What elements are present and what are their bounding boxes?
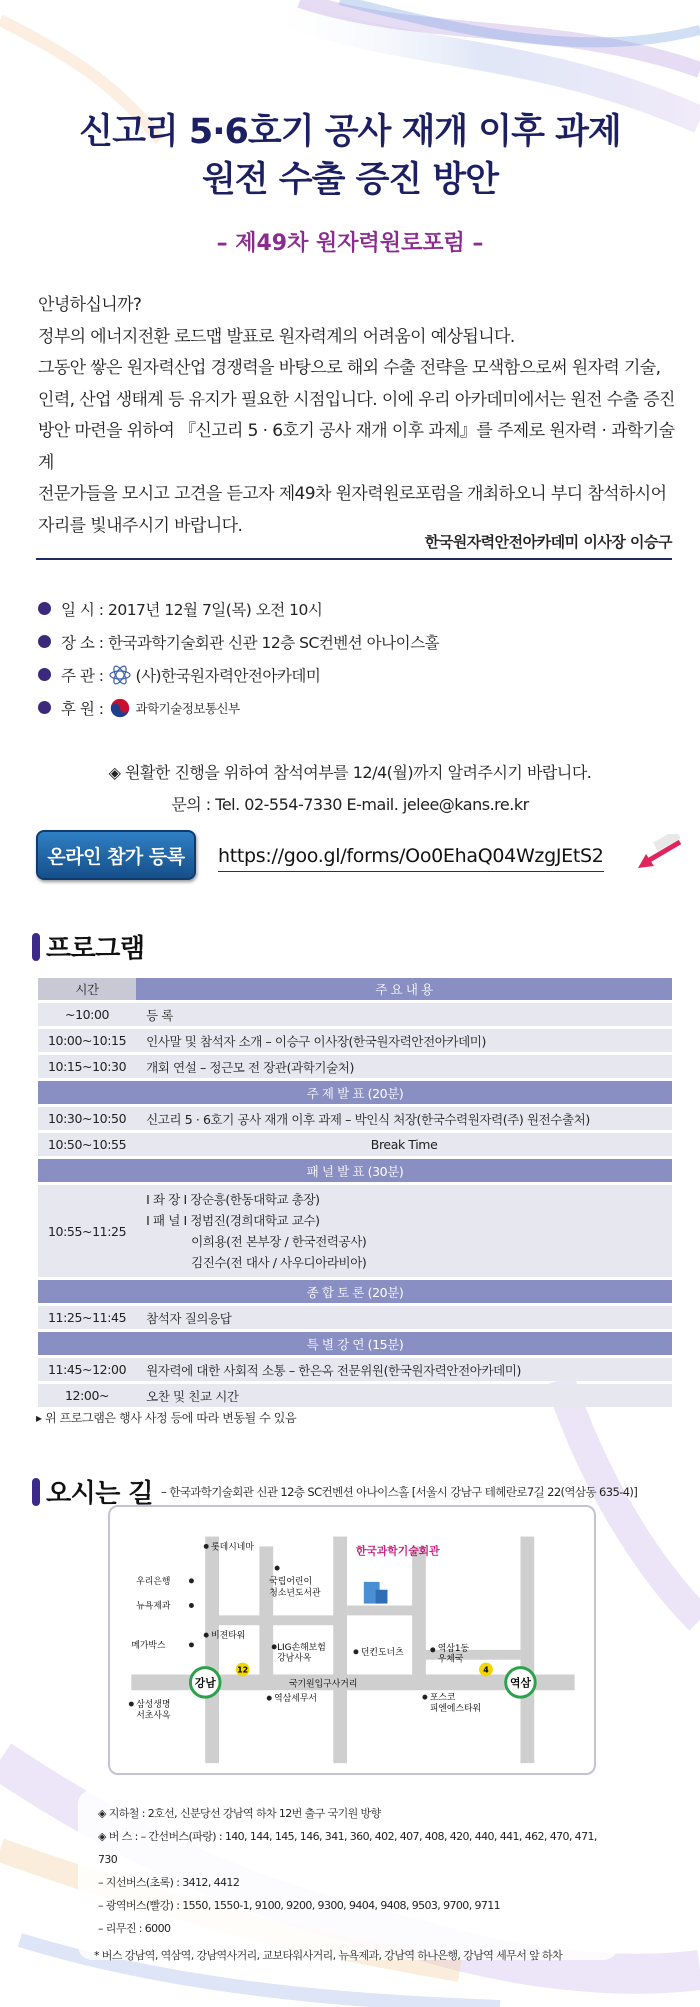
rsvp-deadline: ◈ 원활한 진행을 위하여 참석여부를 12/4(월)까지 알려주시기 바랍니다. xyxy=(108,763,592,782)
transit-subway: ◈ 지하철 : 2호선, 신분당선 강남역 하차 12번 출구 국기원 방향 xyxy=(98,1807,381,1820)
intro-line: 전문가들을 모시고 고견을 듣고자 제49차 원자력원로포럼을 개최하오니 부디 참석하시어 xyxy=(38,484,667,504)
event-info xyxy=(38,592,678,724)
svg-text:던킨도너츠: 던킨도너츠 xyxy=(360,1647,404,1658)
table-row: 11:45~12:00 원자력에 대한 사회적 소통 – 한은옥 전문위원(한국원자력안전아카데미) xyxy=(38,1358,672,1381)
map-venue-label: 한국과학기술회관 xyxy=(355,1544,440,1558)
program-note: ▸ 위 프로그램은 행사 사정 등에 따라 변동될 수 있음 xyxy=(36,1411,297,1425)
bullet-icon xyxy=(38,602,51,615)
table-row: 10:30~10:50 신고리 5 · 6호기 공사 재개 이후 과제 – 박인식 처장(한국수력원자력(주) 원전수출처) xyxy=(38,1107,672,1130)
transit-bus-red: – 광역버스(빨강) : 1550, 1550-1, 9100, 9200, 9300, 9404, 9408, 9503, 9700, 9711 xyxy=(98,1899,501,1912)
section-row: 패 널 발 표 (30분) xyxy=(38,1159,672,1182)
road xyxy=(205,1537,219,1764)
page-subtitle: – 제49차 원자력원로포럼 – xyxy=(216,231,484,256)
table-row: 12:00~ 오찬 및 친교 시간 xyxy=(38,1384,672,1407)
transit-info xyxy=(78,1790,618,1960)
heading-bar xyxy=(32,933,40,961)
svg-text:피엔에스타워: 피엔에스타워 xyxy=(429,1703,482,1714)
svg-text:국립어린이: 국립어린이 xyxy=(269,1576,313,1587)
col-content: 주 요 내 용 xyxy=(136,978,672,1000)
svg-text:LIG손해보험: LIG손해보험 xyxy=(277,1642,326,1653)
transit-bus-limousine: – 리무진 : 6000 xyxy=(98,1922,171,1935)
intro-paragraph xyxy=(38,290,678,542)
contact-info: 문의 : Tel. 02-554-7330 E-mail. jelee@kans.re.kr xyxy=(171,795,529,814)
title-line-2: 원전 수출 증진 방안 xyxy=(201,160,499,200)
yeoksam-station-label: 역삼 xyxy=(510,1676,531,1690)
svg-text:우리은행: 우리은행 xyxy=(136,1576,171,1587)
directions-heading: 오시는 길 – 한국과학기술회관 신관 12층 SC컨벤션 아나이스홀 [서울시 강남구 테헤란로7길 22(역삼동 635-4)] xyxy=(32,1473,637,1510)
svg-text:서초사옥: 서초사옥 xyxy=(136,1710,171,1721)
col-time: 시간 xyxy=(38,978,136,1000)
info-place: 장 소 : 한국과학기술회관 신관 12층 SC컨벤션 아나이스홀 xyxy=(38,625,678,658)
road xyxy=(259,1546,273,1674)
table-row: ~10:00 등 록 xyxy=(38,1003,672,1026)
intro-line: 그동안 쌓은 원자력산업 경쟁력을 바탕으로 해외 수출 전략을 모색함으로써 원자력 기술, xyxy=(38,358,661,378)
online-register-button[interactable]: 온라인 참가 등록 xyxy=(36,830,196,880)
svg-text:역삼1동: 역삼1동 xyxy=(437,1643,470,1654)
table-row: 10:00~10:15 인사말 및 참석자 소개 – 이승구 이사장(한국원자력안전아카데미) xyxy=(38,1029,672,1052)
register-url-link[interactable]: https://goo.gl/forms/Oo0EhaQ04WzgJEtS2 xyxy=(218,845,604,872)
intro-line: 안녕하십니까? xyxy=(38,295,142,315)
svg-text:삼성생명: 삼성생명 xyxy=(136,1699,171,1710)
pointer-arrow-icon xyxy=(636,834,686,874)
bullet-icon xyxy=(38,635,51,648)
info-sponsor: 후 원 : 과학기술정보통신부 xyxy=(38,691,678,724)
svg-text:강남사옥: 강남사옥 xyxy=(277,1653,312,1664)
venue-address: – 한국과학기술회관 신관 12층 SC컨벤션 아나이스홀 [서울시 강남구 테헤란로7길 22(역삼동 635-4)] xyxy=(161,1484,638,1499)
svg-text:우체국: 우체국 xyxy=(437,1654,464,1665)
transit-bus-main: ◈ 버 스 : – 간선버스(파랑) : 140, 144, 145, 146, 341, 360, 402, 407, 408, 420, 440, 441, 462, 470, 471, 730 xyxy=(98,1830,597,1866)
transit-bus-note: * 버스 강남역, 역삼역, 강남역사거리, 교보타워사거리, 뉴욕제과, 강남역 하나은행, 강남역 세무서 앞 하차 xyxy=(94,1949,563,1962)
title-line-1: 신고리 5·6호기 공사 재개 이후 과제 xyxy=(79,112,621,152)
page-title xyxy=(0,108,700,204)
road xyxy=(347,1606,416,1616)
table-row: 10:50~10:55 Break Time xyxy=(38,1133,672,1156)
venue-building-icon xyxy=(376,1590,388,1604)
road-label: 국기원입구사거리 xyxy=(288,1679,358,1690)
info-host: 주 관 : (사)한국원자력안전아카데미 xyxy=(38,658,678,691)
svg-text:롯데시네마: 롯데시네마 xyxy=(211,1542,254,1553)
section-row: 특 별 강 연 (15분) xyxy=(38,1332,672,1355)
info-date: 일 시 : 2017년 12월 7일(목) 오전 10시 xyxy=(38,592,678,625)
signature: 한국원자력안전아카데미 이사장 이승구 xyxy=(424,533,672,551)
bullet-icon xyxy=(38,668,51,681)
svg-text:뉴욕제과: 뉴욕제과 xyxy=(136,1601,171,1612)
intro-line: 인력, 산업 생태계 등 유지가 필요한 시점입니다. 이에 우리 아카데미에서는 원전 수출 증진 xyxy=(38,389,675,410)
heading-bar xyxy=(32,1478,40,1506)
svg-text:청소년도서관: 청소년도서관 xyxy=(269,1588,321,1599)
rsvp-notice xyxy=(0,757,700,821)
svg-text:12: 12 xyxy=(237,1665,249,1675)
academy-logo-icon xyxy=(108,664,132,686)
divider xyxy=(36,558,672,560)
program-table xyxy=(38,975,672,1410)
intro-line: 자리를 빛내주시기 바랍니다. xyxy=(38,515,243,536)
location-map xyxy=(108,1505,596,1775)
svg-text:역삼세무서: 역삼세무서 xyxy=(274,1694,317,1705)
table-row: 10:55~11:25 I 좌 장 I 장순흥(한동대학교 총장) I 패 널 I 정범진(경희대학교 교수) 이희용(전 본부장 / 한국전력공사) 김진수(전 대사 / 사우디아라비아) xyxy=(38,1185,672,1277)
government-emblem-icon xyxy=(108,697,132,719)
road xyxy=(520,1537,534,1764)
table-row: 11:25~11:45 참석자 질의응답 xyxy=(38,1306,672,1329)
intro-line: 정부의 에너지전환 로드맵 발표로 원자력계의 어려움이 예상됩니다. xyxy=(38,326,515,347)
road xyxy=(219,1615,337,1625)
table-header xyxy=(38,978,672,1000)
gangnam-station-label: 강남 xyxy=(194,1676,216,1690)
section-row: 주 제 발 표 (20분) xyxy=(38,1081,672,1104)
program-heading: 프로그램 xyxy=(32,928,144,965)
svg-text:메가박스: 메가박스 xyxy=(131,1640,166,1651)
bullet-icon xyxy=(38,701,51,714)
svg-text:포스코: 포스코 xyxy=(429,1693,456,1704)
svg-text:4: 4 xyxy=(483,1665,489,1675)
transit-bus-branch: – 지선버스(초록) : 3412, 4412 xyxy=(98,1876,240,1889)
svg-text:비젼타워: 비젼타워 xyxy=(211,1631,246,1642)
section-row: 종 합 토 론 (20분) xyxy=(38,1280,672,1303)
table-row: 10:15~10:30 개회 연설 – 정근모 전 장관(과학기술처) xyxy=(38,1055,672,1078)
intro-line: 방안 마련을 위하여 『신고리 5 · 6호기 공사 재개 이후 과제』를 주제로 원자력 · 과학기술계 xyxy=(38,421,675,473)
road xyxy=(333,1537,347,1764)
